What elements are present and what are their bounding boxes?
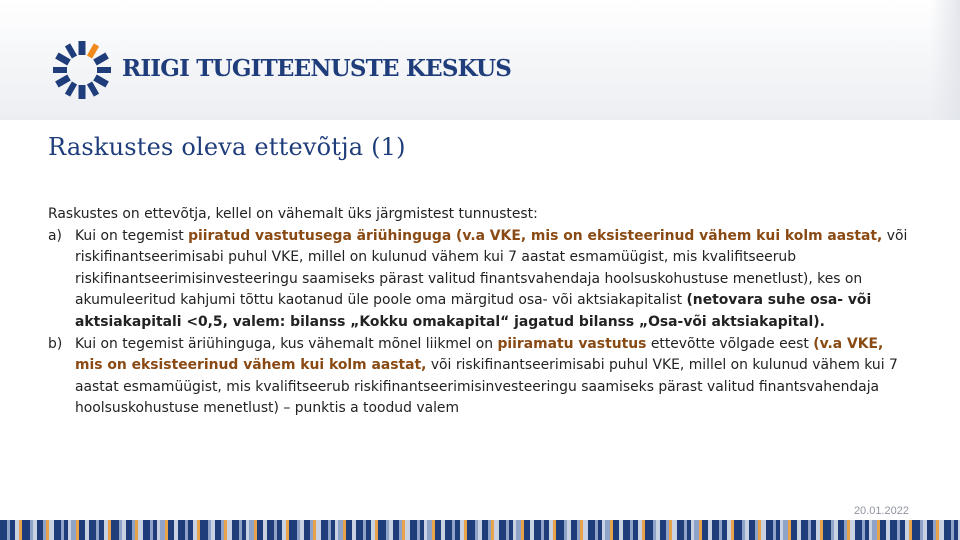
item-text: Kui on tegemist <box>75 227 189 244</box>
stripe-bar <box>521 520 524 540</box>
stripe-bar <box>653 520 656 540</box>
stripe-bar <box>954 520 958 540</box>
stripe-bar <box>722 520 727 540</box>
stripe-bar <box>246 520 249 540</box>
stripe-bar <box>577 520 580 540</box>
stripe-bar <box>455 520 460 540</box>
stripe-bar <box>755 520 758 540</box>
stripe-bar <box>556 520 564 540</box>
stripe-bar <box>89 520 96 540</box>
stripe-bar <box>232 520 239 540</box>
stripe-bar <box>544 520 549 540</box>
stripe-bar <box>343 520 346 540</box>
stripe-bar <box>464 520 467 540</box>
stripe-bar <box>54 520 61 540</box>
stripe-bar <box>393 520 399 540</box>
stripe-bar <box>951 520 954 540</box>
stripe-bar <box>64 520 68 540</box>
list-marker: b) <box>48 335 63 352</box>
stripe-bar <box>417 520 420 540</box>
stripe-bar <box>660 520 666 540</box>
stripe-bar <box>598 520 602 540</box>
stripe-bar <box>766 520 773 540</box>
stripe-bar <box>445 520 452 540</box>
stripe-bar <box>452 520 455 540</box>
intro-text: Raskustes on ettevõtja, kellel on vähemalt üks järgmistest tunnustest: <box>48 206 538 222</box>
stripe-bar <box>85 520 89 540</box>
stripe-bar <box>277 520 282 540</box>
stripe-bar <box>143 520 150 540</box>
logo-ray <box>95 56 107 63</box>
rtk-sunburst-logo-icon <box>48 36 116 104</box>
stripe-bar <box>534 520 541 540</box>
stripe-bar <box>478 520 482 540</box>
stripe-bar <box>820 520 823 540</box>
logo-ray <box>68 45 75 57</box>
stripe-bar <box>249 520 254 540</box>
stripe-bar <box>880 520 886 540</box>
stripe-bar <box>494 520 499 540</box>
stripe-bar <box>645 520 653 540</box>
stripe-bar <box>168 520 174 540</box>
formula-text: (netovara suhe osa- või aktsiakapitali <0,5, valem: bilanss „Kokku omakapital“ jagatud bilanss „Osa-või aktsiakapital). <box>75 292 872 330</box>
stripe-bar <box>855 520 862 540</box>
stripe-bar <box>613 520 619 540</box>
stripe-bar <box>257 520 263 540</box>
logo-ray <box>57 78 69 85</box>
stripe-bar <box>905 520 909 540</box>
stripe-bar <box>410 520 417 540</box>
list-item-a <box>48 226 914 334</box>
stripe-bar <box>811 520 816 540</box>
stripe-bar <box>509 520 513 540</box>
stripe-bar <box>850 520 855 540</box>
stripe-bar <box>267 520 274 540</box>
stripe-bar <box>808 520 811 540</box>
stripe-bar <box>378 520 386 540</box>
stripe-bar <box>619 520 623 540</box>
stripe-bar <box>912 520 920 540</box>
stripe-bar <box>328 520 331 540</box>
slide-date: 20.01.2022 <box>853 505 909 517</box>
stripe-bar <box>838 520 844 540</box>
stripe-bar <box>346 520 352 540</box>
stripe-bar <box>363 520 366 540</box>
stripe-bar <box>460 520 464 540</box>
stripe-bar <box>71 520 76 540</box>
stripe-bar <box>138 520 143 540</box>
stripe-bar <box>890 520 897 540</box>
stripe-bar <box>834 520 838 540</box>
stripe-bar <box>699 520 702 540</box>
stripe-bar <box>939 520 944 540</box>
stripe-bar <box>499 520 506 540</box>
stripe-bar <box>610 520 613 540</box>
stripe-bar <box>749 520 755 540</box>
stripe-bar <box>19 520 22 540</box>
stripe-bar <box>567 520 571 540</box>
stripe-bar <box>488 520 491 540</box>
stripe-bar <box>630 520 633 540</box>
stripe-bar <box>286 520 289 540</box>
stripe-bar <box>79 520 85 540</box>
slide-content <box>48 204 914 420</box>
stripe-bar <box>877 520 880 540</box>
stripe-bar <box>623 520 630 540</box>
stripe-bar <box>254 520 257 540</box>
stripe-bar <box>366 520 371 540</box>
stripe-bar <box>321 520 328 540</box>
stripe-bar <box>420 520 424 540</box>
stripe-bar <box>99 520 104 540</box>
stripe-bar <box>119 520 122 540</box>
stripe-bar <box>776 520 780 540</box>
stripe-bar <box>712 520 719 540</box>
stripe-bar <box>331 520 335 540</box>
stripe-bar <box>886 520 890 540</box>
stripe-bar <box>920 520 923 540</box>
stripe-bar <box>872 520 877 540</box>
stripe-bar <box>405 520 410 540</box>
stripe-bar <box>165 520 168 540</box>
stripe-bar <box>399 520 402 540</box>
stripe-bar <box>780 520 783 540</box>
stripe-bar <box>352 520 356 540</box>
item-text: ettevõtte võlgade eest <box>646 335 814 352</box>
stripe-bar <box>96 520 99 540</box>
stripe-bar <box>371 520 375 540</box>
org-name: RIIGI TUGITEENUSTE KESKUS <box>122 55 512 82</box>
stripe-bar <box>108 520 111 540</box>
stripe-bar <box>435 520 441 540</box>
stripe-bar <box>157 520 160 540</box>
stripe-bar <box>638 520 642 540</box>
stripe-bar <box>516 520 521 540</box>
stripe-bar <box>475 520 478 540</box>
logo-ray <box>68 83 75 95</box>
stripe-bar <box>185 520 188 540</box>
stripe-bar <box>178 520 185 540</box>
stripe-bar <box>389 520 393 540</box>
stripe-bar <box>758 520 761 540</box>
stripe-bar <box>122 520 126 540</box>
stripe-bar <box>541 520 544 540</box>
stripe-bar <box>801 520 808 540</box>
stripe-bar <box>669 520 672 540</box>
criteria-list <box>48 226 914 420</box>
stripe-bar <box>304 520 310 540</box>
stripe-bar <box>227 520 232 540</box>
stripe-bar <box>239 520 242 540</box>
stripe-bar <box>33 520 37 540</box>
stripe-bar <box>215 520 221 540</box>
stripe-bar <box>588 520 595 540</box>
stripe-bar <box>677 520 684 540</box>
stripe-bar <box>274 520 277 540</box>
stripe-bar <box>524 520 530 540</box>
stripe-bar <box>684 520 687 540</box>
stripe-bar <box>297 520 300 540</box>
stripe-bar <box>506 520 509 540</box>
stripe-bar <box>530 520 534 540</box>
stripe-bar <box>7 520 10 540</box>
stripe-bar <box>783 520 788 540</box>
stripe-bar <box>933 520 936 540</box>
stripe-bar <box>68 520 71 540</box>
stripe-bar <box>605 520 610 540</box>
stripe-bar <box>788 520 791 540</box>
stripe-bar <box>242 520 246 540</box>
stripe-bar <box>745 520 749 540</box>
stripe-bar <box>104 520 108 540</box>
stripe-bar <box>734 520 742 540</box>
item-text: või riskifinantseerimisabi puhul VKE, millel on kulunud vähem kui 7 aastat esmamüügist, mis kvalifitseerub riskifinantseerimisinvesteeringu saamiseks pärast valitud finantsvahendaja hoolsuskohustuse menetlust), kes on akumuleeritud kahjumi tõttu kaotanud üle poole oma märgitud osa- või aktsiakapitalist <box>75 227 908 309</box>
stripe-bar <box>719 520 722 540</box>
stripe-bar <box>193 520 197 540</box>
stripe-bar <box>221 520 224 540</box>
item-text: Kui on tegemist äriühinguga, kus vähemalt mõnel liikmel on <box>75 335 498 352</box>
stripe-bar <box>927 520 933 540</box>
stripe-bar <box>909 520 912 540</box>
stripe-bar <box>731 520 734 540</box>
stripe-bar <box>553 520 556 540</box>
stripe-bar <box>571 520 577 540</box>
stripe-bar <box>844 520 847 540</box>
stripe-bar <box>441 520 445 540</box>
stripe-bar <box>727 520 731 540</box>
stripe-bar <box>816 520 820 540</box>
stripe-bar <box>263 520 267 540</box>
stripe-bar <box>61 520 64 540</box>
stripe-bar <box>153 520 157 540</box>
stripe-bar <box>188 520 193 540</box>
stripe-bar <box>580 520 583 540</box>
stripe-bar <box>865 520 869 540</box>
stripe-bar <box>691 520 694 540</box>
stripe-bar <box>208 520 211 540</box>
stripe-bar <box>595 520 598 540</box>
stripe-bar <box>694 520 699 540</box>
stripe-bar <box>797 520 801 540</box>
stripe-bar <box>602 520 605 540</box>
stripe-bar <box>708 520 712 540</box>
list-item-b <box>48 334 914 420</box>
stripe-bar <box>375 520 378 540</box>
stripe-bar <box>513 520 516 540</box>
stripe-bar <box>30 520 33 540</box>
stripe-bar <box>200 520 208 540</box>
stripe-bar <box>482 520 488 540</box>
stripe-bar <box>76 520 79 540</box>
stripe-bar <box>174 520 178 540</box>
stripe-bar <box>338 520 343 540</box>
stripe-bar <box>672 520 677 540</box>
stripe-bar <box>22 520 30 540</box>
stripe-bar <box>823 520 831 540</box>
stripe-bar <box>549 520 553 540</box>
stripe-bar <box>0 520 7 540</box>
list-marker: a) <box>48 227 62 244</box>
highlight-limited-liability: piiratud vastutusega äriühinguga (v.a VKE, mis on eksisteerinud vähem kui kolm aastat, <box>188 227 883 244</box>
stripe-bar <box>424 520 427 540</box>
stripe-bar <box>160 520 165 540</box>
stripe-bar <box>402 520 405 540</box>
stripe-bar <box>432 520 435 540</box>
stripe-bar <box>897 520 900 540</box>
stripe-bar <box>427 520 432 540</box>
stripe-bar <box>791 520 797 540</box>
stripe-bar <box>46 520 49 540</box>
stripe-bar <box>847 520 850 540</box>
logo-ray <box>95 78 107 85</box>
highlight-sme-exception: (v.a VKE, mis on eksisteerinud vähem kui kolm aastat, <box>75 335 884 374</box>
stripe-bar <box>386 520 389 540</box>
stripe-bar <box>936 520 939 540</box>
stripe-bar <box>15 520 19 540</box>
stripe-bar <box>923 520 927 540</box>
stripe-bar <box>316 520 321 540</box>
item-text: või riskifinantseerimisabi puhul VKE, millel on kulunud vähem kui 7 aastat esmamüügist, mis kvalifitseerub riskifinantseerimisinvesteeringu saamiseks pärast valitud finantsvahendaja hoolsuskohustuse menetlust) – punktis a toodud valem <box>75 357 898 417</box>
stripe-bar <box>150 520 153 540</box>
stripe-bar <box>583 520 588 540</box>
stripe-bar <box>197 520 200 540</box>
stripe-bar <box>313 520 316 540</box>
stripe-bar <box>944 520 951 540</box>
stripe-bar <box>742 520 745 540</box>
stripe-bar <box>656 520 660 540</box>
stripe-bar <box>702 520 708 540</box>
stripe-bar <box>37 520 43 540</box>
stripe-bar <box>310 520 313 540</box>
stripe-bar <box>224 520 227 540</box>
logo-ray-orange <box>90 45 97 57</box>
slide-title: Raskustes oleva ettevõtja (1) <box>48 133 406 161</box>
logo-ray <box>90 83 97 95</box>
stripe-bar <box>10 520 15 540</box>
logo-ray <box>57 56 69 63</box>
stripe-bar <box>126 520 132 540</box>
stripe-bar <box>132 520 135 540</box>
stripe-bar <box>491 520 494 540</box>
stripe-bar <box>761 520 766 540</box>
stripe-bar <box>335 520 338 540</box>
stripe-bar <box>135 520 138 540</box>
stripe-bar <box>356 520 363 540</box>
stripe-bar <box>211 520 215 540</box>
stripe-bar <box>289 520 297 540</box>
footer-stripe <box>0 520 960 540</box>
stripe-bar <box>467 520 475 540</box>
stripe-bar <box>862 520 865 540</box>
stripe-bar <box>300 520 304 540</box>
stripe-bar <box>869 520 872 540</box>
stripe-bar <box>773 520 776 540</box>
stripe-bar <box>642 520 645 540</box>
stripe-bar <box>49 520 54 540</box>
stripe-bar <box>564 520 567 540</box>
stripe-bar <box>666 520 669 540</box>
stripe-bar <box>633 520 638 540</box>
stripe-bar <box>111 520 119 540</box>
stripe-bar <box>43 520 46 540</box>
stripe-bar <box>282 520 286 540</box>
highlight-unlimited-liability: piiramatu vastutus <box>497 335 647 352</box>
stripe-bar <box>900 520 905 540</box>
stripe-bar <box>831 520 834 540</box>
stripe-bar <box>687 520 691 540</box>
